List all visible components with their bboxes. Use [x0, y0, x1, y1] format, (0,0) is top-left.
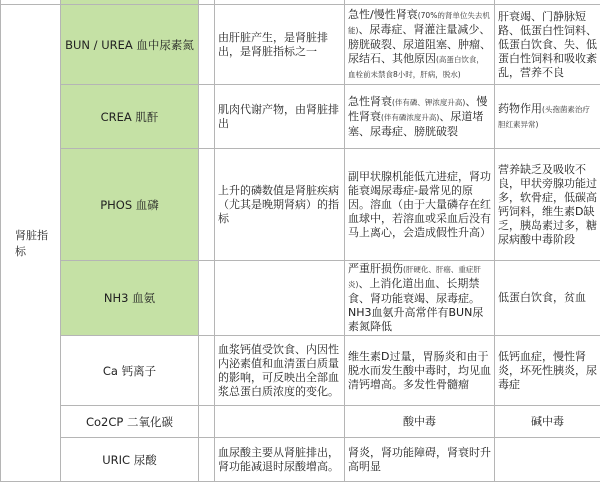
table-row	[1, 261, 600, 336]
indicator-low-causes: 肝衰竭、门静脉短路、低蛋白性饲料、低蛋白饮食、失、低蛋白性饲料和吸收紊乱，营养不良	[495, 5, 600, 85]
indicator-name: NH3 血氨	[61, 261, 199, 336]
indicator-high-causes: 肾炎，肾功能障碍，肾衰时升高明显	[345, 438, 495, 482]
table-row	[1, 5, 600, 85]
indicator-low-causes: 药物作用(头孢菌素治疗胆红素异常)	[495, 85, 600, 149]
indicator-meaning: 上升的磷数值是肾脏疾病（尤其是晚期肾病）的指标	[215, 149, 345, 261]
indicator-high-causes: 急性/慢性肾衰(70%的肾单位失去机能)、尿毒症、肾灌注量减少、膀胱破裂、尿道阻塞、肿瘤、尿结石、其他原因(高蛋白饮食，血栓前未禁食8小时，肝病，脱水)	[345, 5, 495, 85]
indicator-meaning: 由肝脏产生，是肾脏排出，是肾脏指标之一	[215, 5, 345, 85]
indicator-high-causes: 酸中毒	[345, 406, 495, 438]
table-row	[1, 406, 600, 438]
indicator-high-causes: 严重肝损伤(肝硬化、肝癌、重症肝炎)、上消化道出血、长期禁食、肾功能衰竭、尿毒症。NH3血氨升高常伴有BUN尿素氮降低	[345, 261, 495, 336]
indicator-low-causes: 碱中毒	[495, 406, 600, 438]
indicator-high-causes: 维生素D过量，胃肠炎和由于脱水而发生酸中毒时，均见血清钙增高。多发性骨髓瘤	[345, 336, 495, 406]
indicator-meaning: 血尿酸主要从肾脏排出，肾功能减退时尿酸增高。	[215, 438, 345, 482]
indicator-meaning	[215, 261, 345, 336]
indicator-name: URIC 尿酸	[61, 438, 199, 482]
indicator-low-causes: 低蛋白饮食，贫血	[495, 261, 600, 336]
section-label: 肾脏指标	[1, 5, 61, 482]
indicator-low-causes: 低钙血症，慢性肾炎，坏死性胰炎，尿毒症	[495, 336, 600, 406]
indicator-meaning: 肌肉代谢产物，由肾脏排出	[215, 85, 345, 149]
table-row	[1, 336, 600, 406]
table-row	[1, 85, 600, 149]
indicator-meaning: 血浆钙值受饮食、内因性内泌素值和血清蛋白质量的影响，可反映出全部血浆总蛋白质浓度的变化。	[215, 336, 345, 406]
indicator-name: CREA 肌酐	[61, 85, 199, 149]
indicator-high-causes: 急性肾衰(伴有磷、钾浓度升高)、慢性肾衰(伴有磷浓度升高)、尿道堵塞、尿毒症、膀胱破裂	[345, 85, 495, 149]
indicator-high-causes: 副甲状腺机能低亢进症，肾功能衰竭尿毒症-最常见的原因。溶血（由于大量磷存在红血球中，若溶血或采血后没有马上离心，会造成假性升高）	[345, 149, 495, 261]
table-row	[1, 149, 600, 261]
indicator-name: Co2CP 二氧化碳	[61, 406, 199, 438]
indicator-meaning	[215, 406, 345, 438]
indicator-name: BUN / UREA 血中尿素氮	[61, 5, 199, 85]
indicator-name: Ca 钙离子	[61, 336, 199, 406]
indicator-low-causes	[495, 438, 600, 482]
indicator-low-causes: 营养缺乏及吸收不良，甲状旁腺功能过多，软骨症，低碳高钙饲料，维生素D缺乏，胰岛素过多，糖尿病酸中毒阶段	[495, 149, 600, 261]
table-row	[1, 438, 600, 482]
indicator-name: PHOS 血磷	[61, 149, 199, 261]
